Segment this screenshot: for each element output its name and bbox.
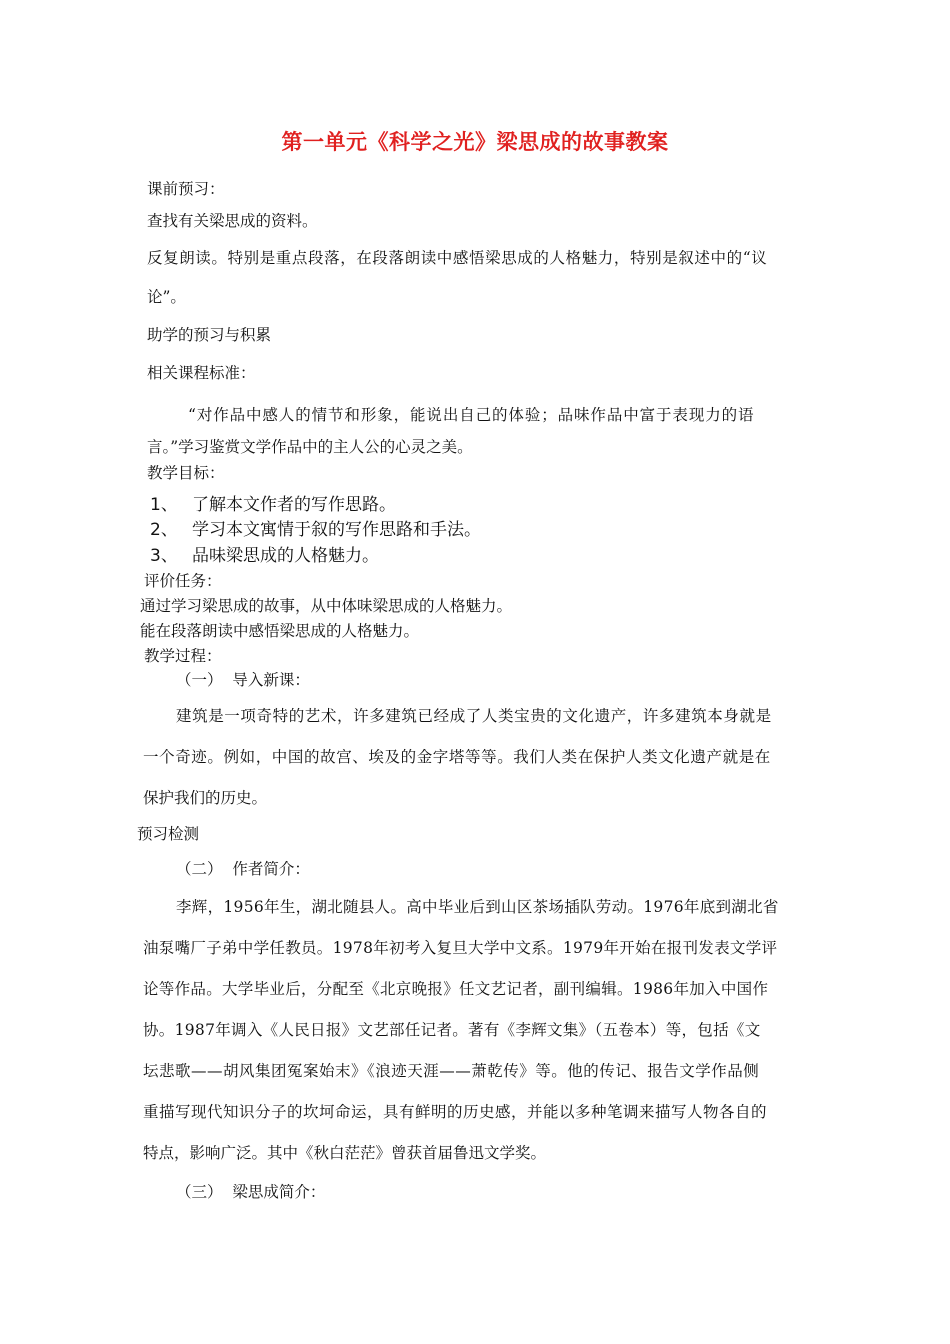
goal-item [150,522,550,542]
eval-item: 能在段落朗读中感悟梁思成的人格魅力。 [140,622,420,640]
body-line: 论等作品。大学毕业后，分配至《北京晚报》任文艺记者，副刊编辑。1986年加入中国作 [143,980,769,998]
goal-text: 品味梁思成的人格魅力。 [192,546,379,566]
goals-heading: 教学目标： [147,464,225,482]
goal-text: 学习本文寓情于叙的写作思路和手法。 [192,520,481,540]
body-line: 坛悲歌——胡风集团冤案始末》《浪迹天涯——萧乾传》等。他的传记、报告文学作品侧 [143,1062,760,1080]
goal-text: 了解本文作者的写作思路。 [192,495,396,515]
preview-heading: 课前预习： [147,180,225,198]
eval-heading: 评价任务： [144,572,222,590]
check-heading: 预习检测 [137,825,200,843]
body-line: 一个奇迹。例如，中国的故宫、埃及的金字塔等等。我们人类在保护人类文化遗产就是在 [143,748,771,766]
goal-item [150,548,550,568]
section-heading-intro: （一） 导入新课： [176,671,310,689]
eval-item: 通过学习梁思成的故事，从中体味梁思成的人格魅力。 [140,597,513,615]
process-heading: 教学过程： [144,647,222,665]
body-line: 协。1987年调入《人民日报》文艺部任记者。著有《李辉文集》（五卷本）等，包括《文 [143,1021,761,1039]
body-line: 特点，影响广泛。其中《秋白茫茫》曾获首届鲁迅文学奖。 [143,1144,547,1162]
body-line: 重描写现代知识分子的坎坷命运，具有鲜明的历史感，并能以多种笔调来描写人物各自的 [143,1103,768,1121]
preview-item: 反复朗读。特别是重点段落，在段落朗读中感悟梁思成的人格魅力，特别是叙述中的“议 [147,249,768,267]
body-line: 李辉，1956年生，湖北随县人。高中毕业后到山区茶场插队劳动。1976年底到湖北省 [176,898,779,916]
preview-item: 论”。 [147,288,186,306]
goal-number: 1、 [150,495,178,515]
standard-line: 言。”学习鉴赏文学作品中的主人公的心灵之美。 [147,438,473,456]
section-heading-liang: （三） 梁思成简介： [176,1183,326,1201]
section-heading-author: （二） 作者简介： [176,860,310,878]
goal-number: 3、 [150,546,178,566]
goal-number: 2、 [150,520,178,540]
standard-line: “对作品中感人的情节和形象，能说出自己的体验；品味作品中富于表现力的语 [188,406,755,424]
body-line: 建筑是一项奇特的艺术，许多建筑已经成了人类宝贵的文化遗产，许多建筑本身就是 [176,707,772,725]
body-line: 保护我们的历史。 [143,789,268,807]
preview-item: 查找有关梁思成的资料。 [147,212,318,230]
document-title: 第一单元《科学之光》梁思成的故事教案 [281,129,669,154]
body-line: 油泵嘴厂子弟中学任教员。1978年初考入复旦大学中文系。1979年开始在报刊发表文学评 [143,939,778,957]
assist-heading: 助学的预习与积累 [147,326,272,344]
goal-item [150,497,550,517]
standard-heading: 相关课程标准： [147,364,256,382]
